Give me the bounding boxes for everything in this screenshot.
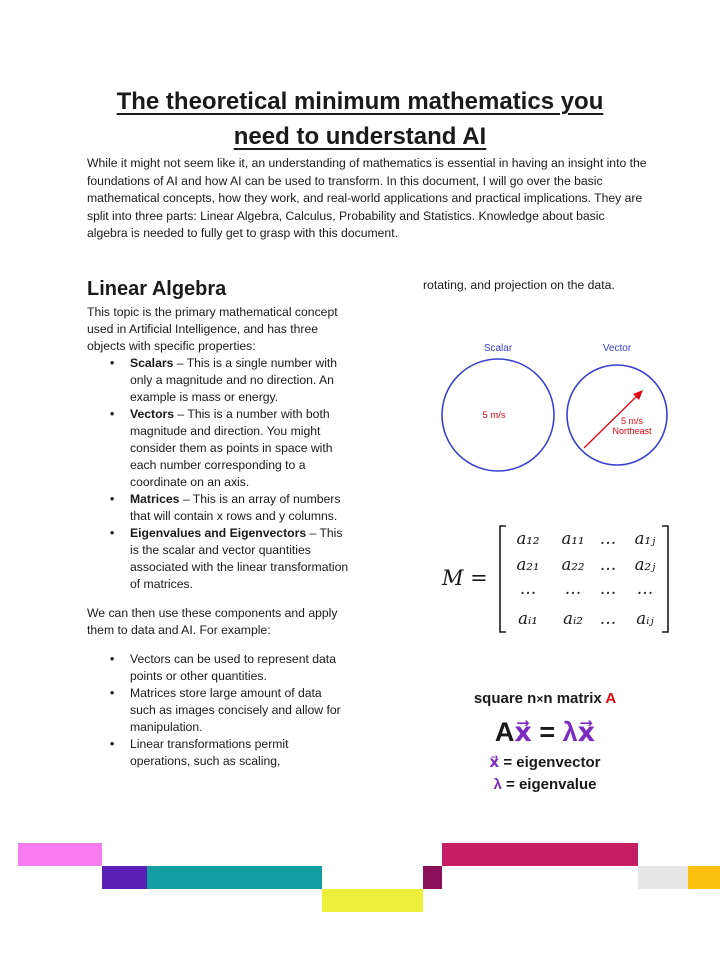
matrix-lhs: M = [442, 566, 488, 590]
times-symbol: × [536, 692, 544, 706]
intro-paragraph: While it might not seem like it, an understanding of mathematics is essential in having an insight into the foundations of AI and how AI can be used to transform. In this document, I will go over the basic mathematical concepts, how they work, and real-world applications and practical implications. They are split into three parts: Linear Algebra, Calculus, Probability and Statistics. Knowledge about basic algebra is needed to fully get to grasp with this document. [87, 156, 647, 241]
matrix-cell: a₂₂ [561, 555, 585, 574]
example-item-2: • Matrices store large amount of data such as images concisely and allow for manipulation. [130, 685, 349, 736]
matrix-cell: a₂ⱼ [634, 555, 656, 574]
def-value-text: = eigenvalue [506, 776, 597, 793]
objects-list [87, 355, 349, 593]
list-item-matrices [130, 491, 349, 525]
term-vectors: Vectors [130, 407, 175, 421]
scalar-label: Scalar [483, 343, 513, 354]
document-title [60, 84, 660, 154]
list-item-eigen [130, 525, 349, 593]
def-vector-symbol: x⃗ [489, 754, 500, 771]
footer-bar-yellow [322, 889, 423, 912]
matrix-cell: aᵢ₁ [518, 609, 538, 628]
matrix-cell: … [599, 579, 617, 598]
matrix-cell: a₂₁ [516, 555, 540, 574]
desc-matrices: – This is an array of numbers that will contain x rows and y columns. [130, 492, 341, 523]
def-eigenvalue [440, 774, 650, 796]
def-vector-text: = eigenvector [503, 754, 601, 771]
matrix-cell: aᵢⱼ [636, 609, 654, 628]
eigen-definitions [440, 752, 650, 796]
matrix-cell: … [519, 579, 537, 598]
section-lead: This topic is the primary mathematical concept used in Artificial Intelligence, and has three objects with specific properties: [87, 305, 338, 353]
vector-label: Vector [602, 343, 632, 354]
matrix-equation [440, 520, 680, 640]
vector-value-1: 5 m/s [620, 416, 644, 426]
vector-value-2: Northeast [612, 426, 652, 436]
term-eigen: Eigenvalues and Eigenvectors [130, 526, 307, 540]
footer-bar-orange [688, 866, 720, 889]
square-prefix: square n [473, 690, 537, 707]
title-line-2: need to understand AI [233, 123, 487, 150]
eigen-equation [440, 717, 650, 748]
footer-bar-pink [18, 843, 102, 866]
matrix-letter: A [605, 690, 617, 707]
footer-bar-plum [423, 866, 442, 889]
list-item-scalars [130, 355, 349, 406]
desc-eigen: – This is the scalar and vector quantities associated with the linear transformation of matrices. [130, 526, 349, 591]
example-item-1: • Vectors can be used to represent data points or other quantities. [130, 651, 349, 685]
footer-bar-magenta [442, 843, 638, 866]
matrix-cell: aᵢ₂ [563, 609, 583, 628]
list-item-vectors [130, 406, 349, 491]
eq-lambda: λ [562, 717, 578, 747]
examples-list [87, 651, 349, 770]
eigen-equation-block [440, 690, 650, 796]
square-suffix: n matrix [543, 690, 602, 707]
continued-text: rotating, and projection on the data. [423, 278, 615, 292]
scalar-value: 5 m/s [482, 410, 506, 421]
matrix-left-bracket [500, 526, 506, 632]
scalar-vector-diagram [440, 336, 680, 476]
eq-equals: = [539, 717, 556, 747]
def-eigenvector [440, 752, 650, 774]
apply-paragraph: We can then use these components and apply them to data and AI. For example: [87, 606, 338, 637]
matrix-cell: a₁ⱼ [634, 529, 656, 548]
square-matrix-caption [440, 690, 650, 707]
desc-scalars: – This is a single number with only a magnitude and no direction. An example is mass or energy. [130, 356, 338, 404]
example-item-3: • Linear transformations permit operations, such as scaling, [130, 736, 349, 770]
eq-matrix: A [494, 717, 515, 747]
footer-bar-purple [102, 866, 147, 889]
left-column [87, 304, 349, 770]
footer-bar-teal [147, 866, 322, 889]
matrix-right-bracket [662, 526, 668, 632]
desc-vectors: – This is a number with both magnitude and direction. You might consider them as points in space with each number corresponding to a coordinate on an axis. [130, 407, 333, 489]
matrix-cell: … [599, 555, 617, 574]
title-line-1: The theoretical minimum mathematics you [116, 88, 604, 115]
term-matrices: Matrices [130, 492, 180, 506]
eq-vector: x⃗ [514, 717, 532, 747]
term-scalars: Scalars [130, 356, 174, 370]
footer-bar-grey [638, 866, 688, 889]
matrix-cell: … [599, 609, 617, 628]
matrix-cell: … [564, 579, 582, 598]
matrix-cell: … [599, 529, 617, 548]
def-value-symbol: λ [493, 776, 502, 793]
eq-vector-2: x⃗ [577, 717, 596, 747]
matrix-cell: … [636, 579, 654, 598]
section-heading: Linear Algebra [87, 278, 227, 300]
matrix-cell: a₁₂ [516, 529, 540, 548]
matrix-cell: a₁₁ [561, 529, 585, 548]
